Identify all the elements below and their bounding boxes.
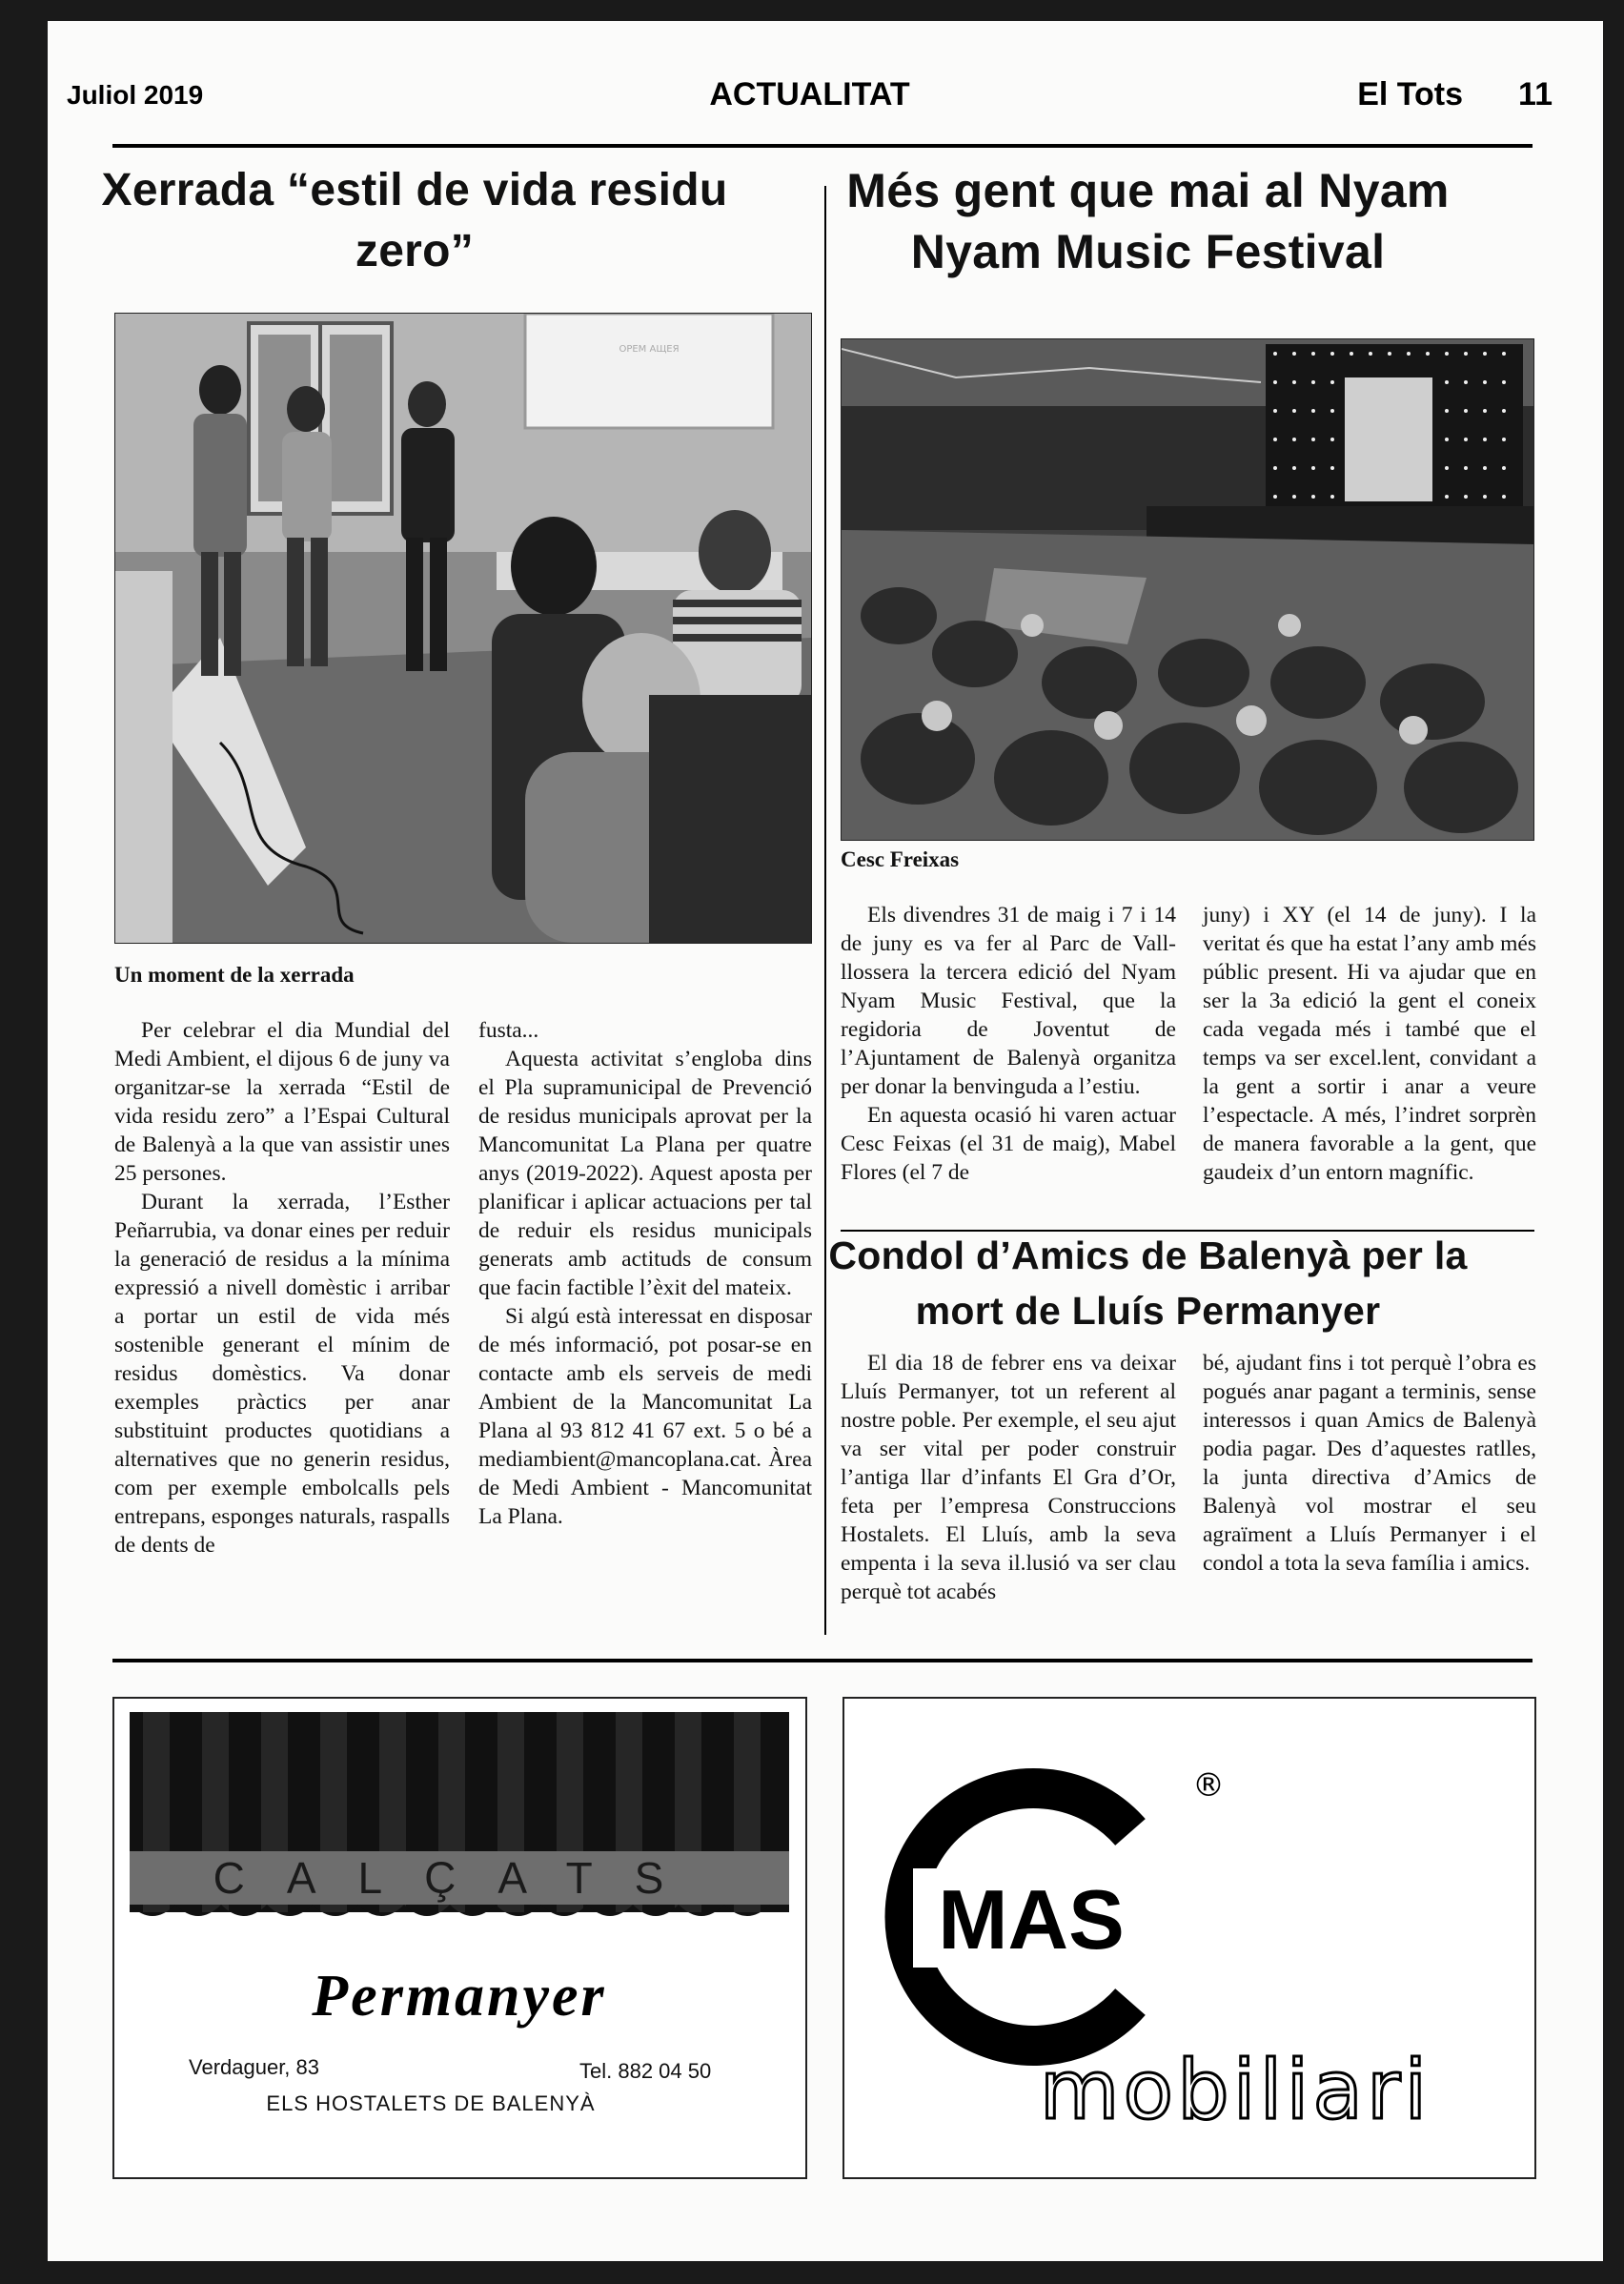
calcats-address: Verdaguer, 83 <box>189 2055 320 2079</box>
nyam-paragraph: En aquesta ocasió hi varen actuar Cesc Feixas (el 31 de maig), Mabel Flores (el 7 de <box>841 1103 1176 1185</box>
condol-headline: Condol d’Amics de Balenyà per la mort de Lluís Permanyer <box>828 1234 1468 1333</box>
xerrada-headline: Xerrada “estil de vida residu zero” <box>101 165 728 276</box>
mas-mobiliari-ad <box>842 1697 1536 2179</box>
condol-column-2 <box>1203 1349 1536 1578</box>
nyam-festival-photo <box>841 338 1534 841</box>
xerrada-photo-drawing <box>115 314 811 943</box>
nyam-paragraph: juny) i XY (el 14 de juny). I la veritat és que ha estat l’any amb més públic present. Hi va ajudar que en ser la 3a edició la gent el coneix cada vegada més i també que el temps va ser excel.lent, convidant a la gent a sortir i anar a veure l’espectacle. A més, l’indret sorprèn de manera favorable a la gent, que gaudeix d’un entorn magnífic. <box>1203 903 1536 1185</box>
page-number: 11 <box>1518 76 1553 112</box>
nyam-photo-drawing <box>842 339 1533 840</box>
xerrada-paragraph: Aquesta activitat s’engloba dins el Pla supramunicipal de Prevenció de residus municipals aprovat per la Mancomunitat La Plana per quatre anys (2019-2022). Aquest aposta per planificar i aplicar actuacions per tal de reduir els residus municipals generats amb actituds de consum que facin factible l’èxit del mateix. <box>478 1047 812 1300</box>
calcats-town: ELS HOSTALETS DE BALENYÀ <box>266 2091 596 2115</box>
mas-logo-text: MAS <box>938 1872 1125 1967</box>
condol-paragraph: bé, ajudant fins i tot perquè l’obra es pogués anar pagant a terminis, sense interessos i quan Amics de Balenyà podia pagar. Des d’aquestes ratlles, la junta directiva d’Amics de Balenyà vol mostrar el seu agraïment a Lluís Permanyer i el condol a tota la seva família i amics. <box>1203 1351 1536 1576</box>
mas-ad-drawing <box>844 1699 1534 2177</box>
nyam-column-1 <box>841 901 1176 1187</box>
xerrada-column-2 <box>478 1016 812 1531</box>
xerrada-paragraph: Per celebrar el dia Mundial del Medi Ambient, el dijous 6 de juny va organitzar-se la xerrada “Estil de vida residu zero” a l’Espai Cultural de Balenyà a la que van assistir unes 25 persones. <box>114 1018 450 1186</box>
projector-screen-text: ОРЕМ АЩЕЯ <box>619 344 680 355</box>
publication-name: El Tots <box>1357 76 1464 112</box>
registered-mark-icon: ® <box>1192 1766 1225 1805</box>
xerrada-caption: Un moment de la xerrada <box>114 963 355 987</box>
nyam-column-2 <box>1203 901 1536 1187</box>
column-divider <box>824 186 826 1635</box>
page-header <box>67 74 1553 120</box>
calcats-permanyer-ad <box>112 1697 807 2179</box>
calcats-banner-text: CALÇATS <box>213 1853 706 1903</box>
header-rule <box>112 144 1533 148</box>
calcats-phone: Tel. 882 04 50 <box>579 2059 712 2083</box>
xerrada-paragraph: Si algú està interessat en disposar de més informació, pot posar-se en contacte amb els serveis de medi Ambient de la Mancomunitat La Plana al 93 812 41 67 ext. 5 o bé a mediambient@mancoplana.cat. Àrea de Medi Ambient - Mancomunitat La Plana. <box>478 1304 812 1529</box>
calcats-ad-drawing <box>114 1699 805 2177</box>
xerrada-column-1 <box>114 1016 450 1560</box>
nyam-paragraph: Els divendres 31 de maig i 7 i 14 de juny es va fer al Parc de Vall-llossera la tercera edició del Nyam Nyam Music Festival, que la regidoria de Joventut de l’Ajuntament de Balenyà organitza per donar la benvinguda a l’estiu. <box>841 903 1176 1099</box>
publication-block <box>1357 76 1553 113</box>
condol-paragraph: El dia 18 de febrer ens va deixar Lluís Permanyer, tot un referent al nostre poble. Per exemple, el seu ajut va ser vital per poder construir l’antiga llar d’infants El Gra d’Or, feta per l’empresa Construccions Hostalets. El Lluís, amb la seva empenta i la seva il.lusió va ser clau perquè tot acabés <box>841 1351 1176 1604</box>
permanyer-brand: Permanyer <box>312 1964 607 2029</box>
issue-date: Juliol 2019 <box>67 80 204 110</box>
condol-column-1 <box>841 1349 1176 1606</box>
section-title: ACTUALITAT <box>709 76 910 112</box>
xerrada-paragraph: fusta... <box>478 1018 539 1043</box>
mas-mobiliari-subtitle: mobiliari <box>1039 2043 1431 2138</box>
nyam-headline: Més gent que mai al Nyam Nyam Music Festival <box>846 164 1450 278</box>
ads-top-rule <box>112 1659 1533 1662</box>
xerrada-paragraph: Durant la xerrada, l’Esther Peñarrubia, va donar eines per reduir la generació de residus a la mínima expressió a nivell domèstic i arribar a portar un estil de vida més sostenible generant el mínim de residus domèstics. Va donar exemples pràctics per anar substituint productes quotidians a alternatives que no generin residus, com per exemple embolcalls pels entrepans, esponges naturals, raspalls de dents de <box>114 1190 450 1558</box>
nyam-photo-credit: Cesc Freixas <box>841 847 960 871</box>
xerrada-photo <box>114 313 812 944</box>
